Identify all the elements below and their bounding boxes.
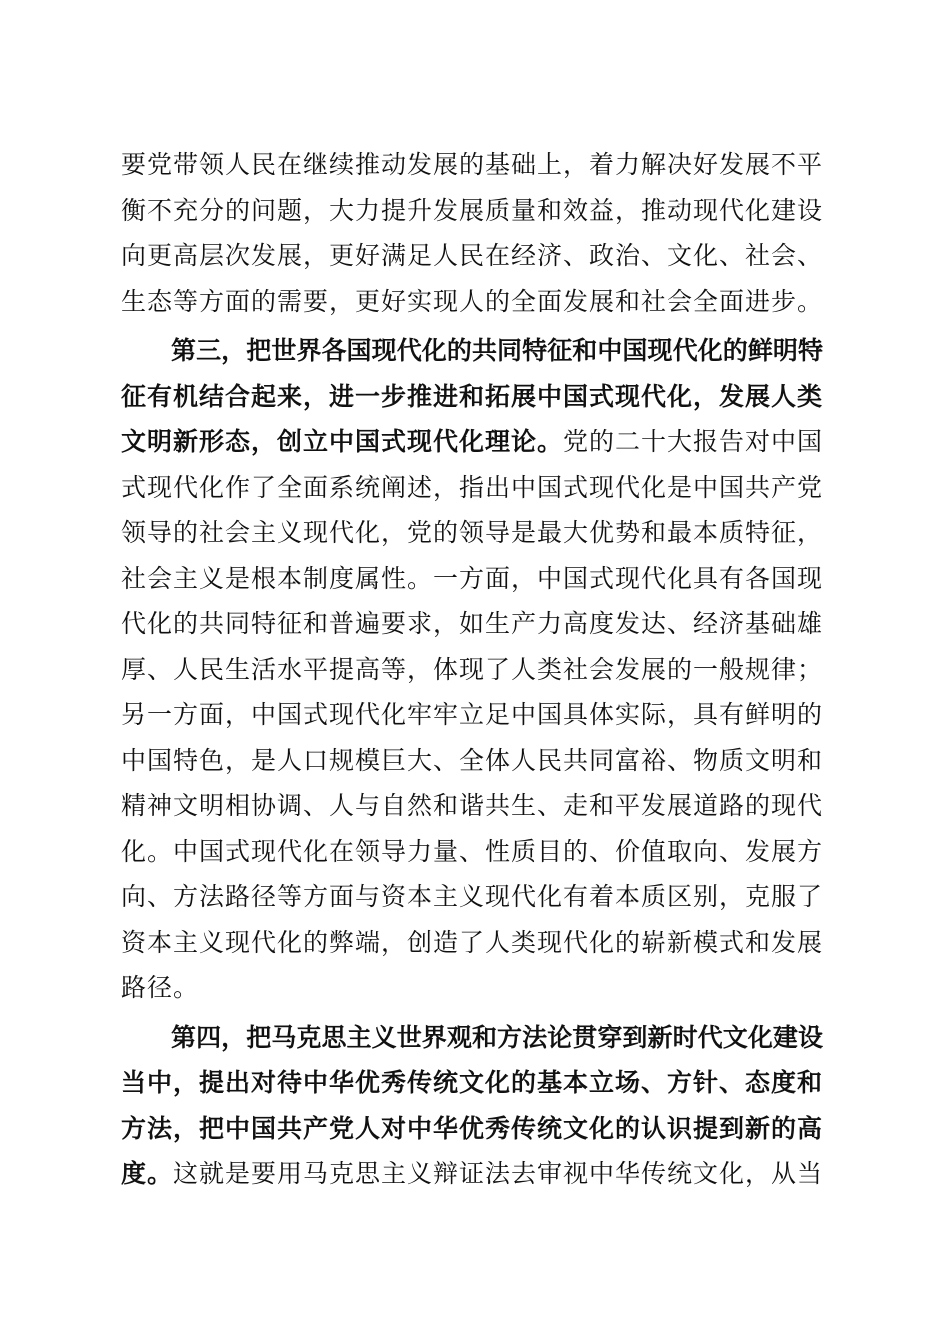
heading-fragment: 度。	[121, 1159, 174, 1188]
text-line: 化。中国式现代化在领导力量、性质目的、价值取向、发展方	[121, 836, 824, 866]
text-line: 领导的社会主义现代化，党的领导是最大优势和最本质特征，	[121, 518, 824, 547]
text-line: 精神文明相协调、人与自然和谐共生、走和平发展道路的现代	[121, 791, 824, 820]
text-line: 中国特色，是人口规模巨大、全体人民共同富裕、物质文明和	[121, 745, 824, 775]
paragraph-2	[121, 328, 823, 1011]
mixed-line	[121, 1151, 823, 1197]
text-line: 厚、人民生活水平提高等，体现了人类社会发展的一般规律；	[121, 654, 824, 684]
heading-fragment: 文明新形态，创立中国式现代化理论。	[121, 427, 564, 456]
text-line: 要党带领人民在继续推动发展的基础上，着力解决好发展不平	[121, 150, 824, 179]
text-line: 生态等方面的需要，更好实现人的全面发展和社会全面进步。	[121, 286, 824, 316]
text-fragment: 党的二十大报告对中国	[563, 427, 824, 456]
mixed-line	[121, 419, 823, 465]
document-body	[121, 142, 823, 1197]
heading-line: 第四，把马克思主义世界观和方法论贯穿到新时代文化建设	[171, 1022, 823, 1052]
text-line: 社会主义是根本制度属性。一方面，中国式现代化具有各国现	[121, 563, 824, 593]
text-line: 路径。	[121, 973, 200, 1002]
paragraph-1	[121, 142, 823, 324]
heading-line: 方法，把中国共产党人对中华优秀传统文化的认识提到新的高	[121, 1113, 824, 1143]
text-line: 衡不充分的问题，大力提升发展质量和效益，推动现代化建设	[121, 195, 824, 225]
heading-line: 征有机结合起来，进一步推进和拓展中国式现代化，发展人类	[121, 381, 824, 411]
heading-line: 当中，提出对待中华优秀传统文化的基本立场、方针、态度和	[121, 1068, 824, 1097]
text-fragment: 这就是要用马克思主义辩证法去审视中华传统文化，从当	[173, 1159, 824, 1188]
text-line: 代化的共同特征和普遍要求，如生产力高度发达、经济基础雄	[121, 609, 824, 638]
text-line: 向、方法路径等方面与资本主义现代化有着本质区别，克服了	[121, 882, 824, 911]
text-line: 向更高层次发展，更好满足人民在经济、政治、文化、社会、	[121, 241, 824, 270]
paragraph-3	[121, 1015, 823, 1197]
text-line: 另一方面，中国式现代化牢牢立足中国具体实际，具有鲜明的	[121, 700, 824, 729]
heading-line: 第三，把世界各国现代化的共同特征和中国现代化的鲜明特	[171, 336, 823, 365]
text-line: 资本主义现代化的弊端，创造了人类现代化的崭新模式和发展	[121, 927, 824, 957]
text-line: 式现代化作了全面系统阐述，指出中国式现代化是中国共产党	[121, 472, 824, 502]
